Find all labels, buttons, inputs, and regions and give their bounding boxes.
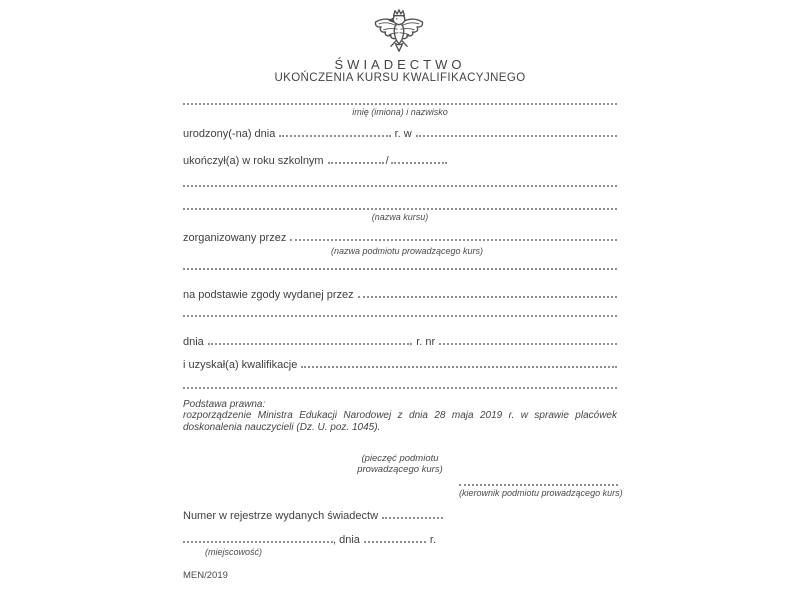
qualifications-row [183, 359, 617, 371]
certificate-subtitle: UKOŃCZENIA KURSU KWALIFIKACYJNEGO [274, 72, 526, 84]
name-blank-line [183, 103, 617, 105]
born-mid-label: r. w [394, 128, 412, 140]
consent-date-label: dnia [183, 336, 204, 348]
school-year-separator: / [385, 155, 389, 167]
course-name-blank-2 [183, 208, 617, 210]
stamp-caption-line1: (pieczęć podmiotu [361, 453, 439, 464]
place-blank [183, 541, 333, 543]
register-row [183, 510, 443, 522]
legal-basis-text: rozporządzenie Ministra Edukacji Narodowej z dnia 28 maja 2019 r. w sprawie placówek doskonalenia nauczycieli (Dz. U. poz. 1045). [183, 410, 617, 433]
consent-date-mid-label: r. nr [416, 336, 436, 348]
born-label: urodzony(-na) dnia [183, 128, 276, 140]
born-row [183, 128, 617, 140]
organizer-blank-line-2 [183, 268, 617, 270]
organizer-row [183, 232, 617, 244]
consent-blank-line-2 [183, 315, 617, 317]
consent-blank [358, 296, 617, 298]
qualifications-label: i uzyskał(a) kwalifikacje [183, 359, 298, 371]
date-blank [364, 541, 426, 543]
qualifications-blank [301, 366, 617, 368]
consent-date-blank [208, 343, 412, 345]
organizer-caption: (nazwa podmiotu prowadzącego kurs) [330, 246, 484, 256]
school-year-row [183, 155, 617, 167]
form-code: MEN/2019 [183, 570, 228, 581]
organizer-blank [290, 239, 617, 241]
national-emblem [372, 8, 428, 59]
polish-eagle-icon [372, 8, 426, 54]
legal-basis-title: Podstawa prawna: [183, 399, 266, 410]
course-name-blank-1 [183, 185, 617, 187]
consent-number-blank [439, 343, 617, 345]
register-label: Numer w rejestrze wydanych świadectw [183, 510, 379, 522]
consent-date-row [183, 336, 617, 348]
head-signature-blank [459, 484, 618, 486]
register-blank [382, 517, 443, 519]
head-signature-caption: (kierownik podmiotu prowadzącego kurs) [459, 488, 623, 498]
consent-label: na podstawie zgody wydanej przez [183, 289, 354, 301]
stamp-caption-line2: prowadzącego kurs) [357, 464, 443, 475]
place-date-suffix: r. [429, 534, 437, 546]
school-year-start-blank [328, 162, 384, 164]
consent-row [183, 289, 617, 301]
head-signature-block [459, 484, 623, 498]
place-date-separator: , dnia [333, 534, 360, 546]
qualifications-blank-line-2 [183, 387, 617, 389]
school-year-end-blank [391, 162, 447, 164]
born-date-blank [279, 135, 390, 137]
school-year-label: ukończył(a) w roku szkolnym [183, 155, 324, 167]
name-caption: imię (imiona) i nazwisko [352, 107, 448, 117]
organizer-label: zorganizowany przez [183, 232, 287, 244]
place-date-row [183, 534, 448, 546]
certificate-title: ŚWIADECTWO [334, 57, 466, 72]
place-caption: (miejscowość) [205, 547, 263, 557]
course-name-caption: (nazwa kursu) [371, 212, 429, 222]
born-place-blank [416, 135, 617, 137]
